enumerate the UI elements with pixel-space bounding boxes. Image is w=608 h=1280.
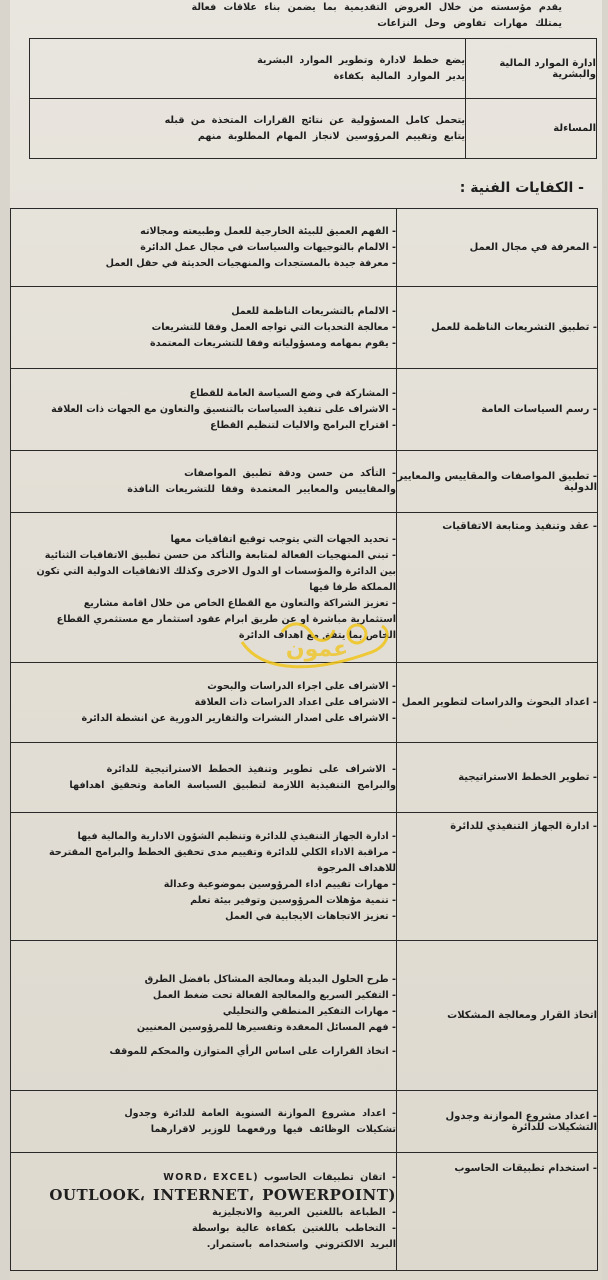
- content-line: - الاشراف على اصدار النشرات والتقارير الدورية عن انشطة الدائرة: [81, 712, 396, 724]
- content-line: استثمارية مباشرة او عن طريق ابرام عقود استثمار مع مستثمري القطاع: [56, 613, 396, 625]
- table-row: [11, 451, 598, 513]
- content-line: يتابع وتقييم المرؤوسين لانجاز المهام المطلوبة منهم: [197, 130, 465, 142]
- content-line: - اتقان تطبيقات الحاسوب (WORD، EXCEL: [163, 1172, 396, 1183]
- row-content: [11, 287, 397, 369]
- fragment-line: يمتلك مهارات تفاوض وحل النزاعات: [377, 18, 562, 29]
- watermark-text: عمون: [285, 637, 349, 662]
- row-content: [11, 813, 397, 941]
- row-content: [30, 39, 466, 99]
- content-line: تشكيلات الوظائف فيها ورفعهما للوزير لاقرارهما: [150, 1123, 396, 1135]
- technical-competencies-table: [10, 208, 598, 1271]
- content-line: - تعزيز الاتجاهات الايجابية في العمل: [225, 910, 396, 922]
- content-line: - الاشراف على تطوير وتنفيذ الخطط الاستراتيجية للدائرة: [106, 763, 396, 775]
- content-line: - الاشراف على اجراء الدراسات والبحوث: [207, 680, 396, 692]
- row-label: - اعداد مشروع الموازنة وجدول التشكيلات للدائرة: [397, 1091, 598, 1153]
- content-line: - طرح الحلول البديلة ومعالجة المشاكل بافضل الطرق: [144, 973, 396, 985]
- content-line: - اقتراح البرامج والاليات لتنظيم القطاع: [210, 419, 396, 431]
- table-row: [11, 1153, 598, 1271]
- content-line: - الاشراف على تنفيذ السياسات بالتنسيق والتعاون مع الجهات ذات العلاقة: [51, 403, 396, 415]
- content-line: - التأكد من حسن ودقة تطبيق المواصفات: [184, 467, 396, 479]
- row-label: - تطوير الخطط الاستراتيجية: [397, 743, 598, 813]
- content-line: - الطباعة باللغتين العربية والانجليزية: [212, 1207, 396, 1218]
- content-line: المملكة طرفا فيها: [309, 581, 396, 593]
- row-content: [11, 743, 397, 813]
- content-line: والمقاييس والمعايير المعتمدة وفقا للتشريعات النافذة: [127, 483, 396, 495]
- row-content: [11, 369, 397, 451]
- content-line: - مهارات تقييم اداء المرؤوسين بموضوعية وعدالة: [163, 878, 396, 890]
- content-line: يدير الموارد المالية بكفاءة: [333, 70, 465, 82]
- content-line: - تبني المنهجيات الفعالة لمتابعة والتأكد من حسن تطبيق الاتفاقيات الثنائية: [44, 549, 396, 561]
- content-line: يضع خطط لادارة وتطوير الموارد البشرية: [257, 54, 465, 66]
- row-label: المساءلة: [466, 99, 597, 159]
- row-label: - عقد وتنفيذ ومتابعة الاتفاقيات: [397, 513, 598, 663]
- content-line: يتحمل كامل المسؤولية عن نتائج القرارات المتخذة من قبله: [164, 114, 465, 126]
- content-line: - مهارات التفكير المنطقي والتحليلي: [222, 1005, 396, 1017]
- section-title: - الكفايات الفنية :: [459, 180, 584, 196]
- table-row: [11, 663, 598, 743]
- table-row: [11, 513, 598, 663]
- table-row: [11, 369, 598, 451]
- row-label: - تطبيق التشريعات الناظمة للعمل: [397, 287, 598, 369]
- row-label: - المعرفة في مجال العمل: [397, 209, 598, 287]
- content-line: - التخاطب باللغتين بكفاءة عالية بواسطة: [191, 1223, 396, 1234]
- content-line: - فهم المسائل المعقدة وتفسيرها للمرؤوسين المعنيين: [136, 1021, 396, 1033]
- content-line: - تنمية مؤهلات المرؤوسين وتوفير بيئة تعلم: [190, 894, 396, 906]
- content-line: للاهداف المرجوة: [317, 862, 396, 874]
- content-line: - ادارة الجهاز التنفيذي للدائرة وتنظيم الشؤون الادارية والمالية فيها: [77, 830, 396, 842]
- row-content: [11, 451, 397, 513]
- row-label: - استخدام تطبيقات الحاسوب: [397, 1153, 598, 1271]
- table-row: [30, 99, 597, 159]
- document-page: [10, 0, 602, 1280]
- behavioral-table: [29, 38, 597, 159]
- fragment-line: يقدم مؤسسته من خلال العروض التقديمية بما يضمن بناء علاقات فعالة: [191, 2, 562, 13]
- row-content: [11, 663, 397, 743]
- content-line: الخاص بما يتفق مع اهداف الدائرة: [238, 629, 396, 641]
- content-line: - تعزيز الشراكة والتعاون مع القطاع الخاص من خلال اقامة مشاريع: [83, 597, 396, 609]
- row-label: اتخاذ القرار ومعالجة المشكلات: [397, 941, 598, 1091]
- content-line: - معرفة جيدة بالمستجدات والمنهجيات الحديثة في حقل العمل: [105, 257, 396, 269]
- row-content: [11, 1091, 397, 1153]
- content-line: البريد الالكتروني واستخدامه باستمرار.: [206, 1239, 396, 1250]
- row-label: - ادارة الجهاز التنفيذي للدائرة: [397, 813, 598, 941]
- row-content: [11, 513, 397, 663]
- content-line: بين الدائرة والمؤسسات او الدول الاخرى وكذلك الاتفاقيات الدولية التي تكون: [36, 565, 396, 577]
- row-content: [11, 941, 397, 1091]
- content-line: والبرامج التنفيذية اللازمة لتطبيق السياسة العامة وتحقيق اهدافها: [69, 779, 396, 791]
- content-line: - مراقبة الاداء الكلي للدائرة وتقييم مدى تحقيق الخطط والبرامج المقترحة: [48, 846, 396, 858]
- content-line: - الاشراف على اعداد الدراسات ذات العلاقة: [194, 696, 396, 708]
- row-label: - رسم السياسات العامة: [397, 369, 598, 451]
- row-content: [11, 1153, 397, 1271]
- content-line: - الالمام بالتوجيهات والسياسات في مجال عمل الدائرة: [140, 241, 396, 253]
- table-row: [11, 941, 598, 1091]
- table-row: [11, 287, 598, 369]
- table-row: [11, 813, 598, 941]
- content-line: - الالمام بالتشريعات الناظمة للعمل: [231, 305, 396, 317]
- row-label: ادارة الموارد المالية والبشرية: [466, 39, 597, 99]
- table-row: [11, 209, 598, 287]
- content-line: - اتخاذ القرارات على اساس الرأي المتوازن والمحكم للموقف: [109, 1045, 396, 1057]
- content-line: - المشاركة في وضع السياسة العامة للقطاع: [189, 387, 396, 399]
- table-row: [11, 1091, 598, 1153]
- row-content: [30, 99, 466, 159]
- content-line: - يقوم بمهامه ومسؤولياته وفقا للتشريعات المعتمدة: [150, 337, 396, 349]
- content-line: - تحديد الجهات التي يتوجب توقيع اتفاقيات معها: [170, 533, 396, 545]
- row-label: - اعداد البحوث والدراسات لتطوير العمل: [397, 663, 598, 743]
- row-label: - تطبيق المواصفات والمقاييس والمعايير الدولية: [397, 451, 598, 513]
- content-line: OUTLOOK، INTERNET، POWERPOINT): [49, 1186, 396, 1204]
- table-row: [30, 39, 597, 99]
- content-line: - الفهم العميق للبيئة الخارجية للعمل وطبيعته ومجالاته: [140, 225, 396, 237]
- content-line: - اعداد مشروع الموازنة السنوية العامة للدائرة وجدول: [124, 1107, 396, 1119]
- content-line: - معالجة التحديات التي تواجه العمل وفقا للتشريعات: [151, 321, 396, 333]
- top-fragment: [122, 0, 562, 32]
- content-line: - التفكير السريع والمعالجة الفعالة تحت ضغط العمل: [152, 989, 396, 1001]
- row-content: [11, 209, 397, 287]
- table-row: [11, 743, 598, 813]
